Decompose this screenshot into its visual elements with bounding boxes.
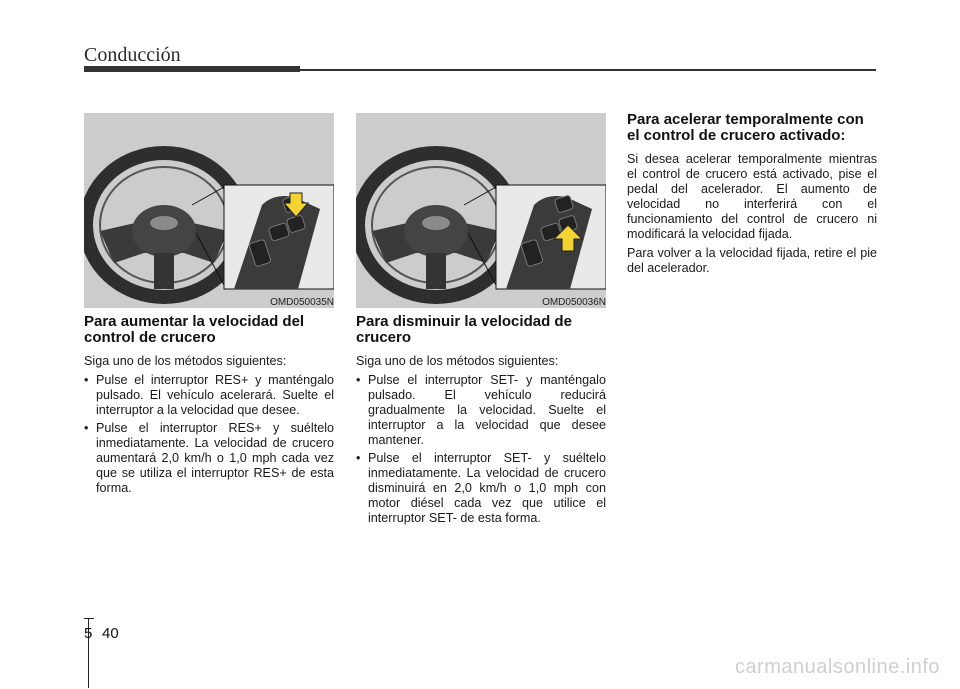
list-item-text: Pulse el interruptor RES+ y suéltelo inmediatamente. La velocidad de crucero aumentará 2,0 km/h o 1,0 mph cada vez que se utiliza el interruptor RES+ de esta forma. <box>96 421 334 495</box>
header-rule-thick <box>84 66 300 72</box>
list-item-text: Pulse el interruptor SET- y suéltelo inmediatamente. La velocidad de crucero disminuirá en 2,0 km/h o 1,0 mph con motor diésel cada vez que utilice el interruptor SET- de esta forma. <box>368 451 606 525</box>
heading-temporary-acceleration: Para acelerar temporalmente con el control de crucero activado: <box>627 111 864 144</box>
list-item <box>84 421 334 496</box>
figure-code: OMD050035N <box>270 297 334 308</box>
column-increase-speed <box>84 314 334 499</box>
method-list <box>356 373 606 526</box>
bullet-icon: • <box>84 421 89 435</box>
watermark: carmanualsonline.info <box>734 656 940 678</box>
bullet-icon: • <box>356 451 361 465</box>
heading-decrease-speed: Para disminuir la velocidad de crucero <box>356 313 572 346</box>
steering-wheel-figure-increase <box>84 113 334 308</box>
column-temporary-acceleration <box>627 112 877 280</box>
intro-text: Siga uno de los métodos siguientes: <box>84 354 287 368</box>
steering-wheel-figure-decrease <box>356 113 606 308</box>
intro-text: Siga uno de los métodos siguientes: <box>356 354 559 368</box>
list-item-text: Pulse el interruptor SET- y manténgalo pulsado. El vehículo reducirá gradualmente la velocidad. Suelte el interruptor a la velocidad que desee mantener. <box>368 373 606 447</box>
heading-increase-speed: Para aumentar la velocidad del control de crucero <box>84 313 305 346</box>
list-item-text: Pulse el interruptor RES+ y manténgalo pulsado. El vehículo acelerará. Suelte el interruptor a la velocidad que desee. <box>96 373 334 417</box>
bullet-icon: • <box>84 373 89 387</box>
figure-code: OMD050036N <box>542 297 606 308</box>
method-list <box>84 373 334 496</box>
list-item <box>84 373 334 418</box>
list-item <box>356 373 606 448</box>
page-number: 40 <box>102 625 119 642</box>
chapter-number: 5 <box>84 625 93 642</box>
column-decrease-speed <box>356 314 606 529</box>
bullet-icon: • <box>356 373 361 387</box>
header-rule-thin <box>300 69 876 71</box>
paragraph: Para volver a la velocidad fijada, retire el pie del acelerador. <box>627 246 877 275</box>
section-title: Conducción <box>84 44 181 66</box>
list-item <box>356 451 606 526</box>
paragraph: Si desea acelerar temporalmente mientras el control de crucero está activado, pise el pedal del acelerador. El aumento de velocidad no interferirá con el funcionamiento del control de crucero ni modificará la velocidad fijada. <box>627 152 877 241</box>
footer-rule <box>84 618 94 619</box>
